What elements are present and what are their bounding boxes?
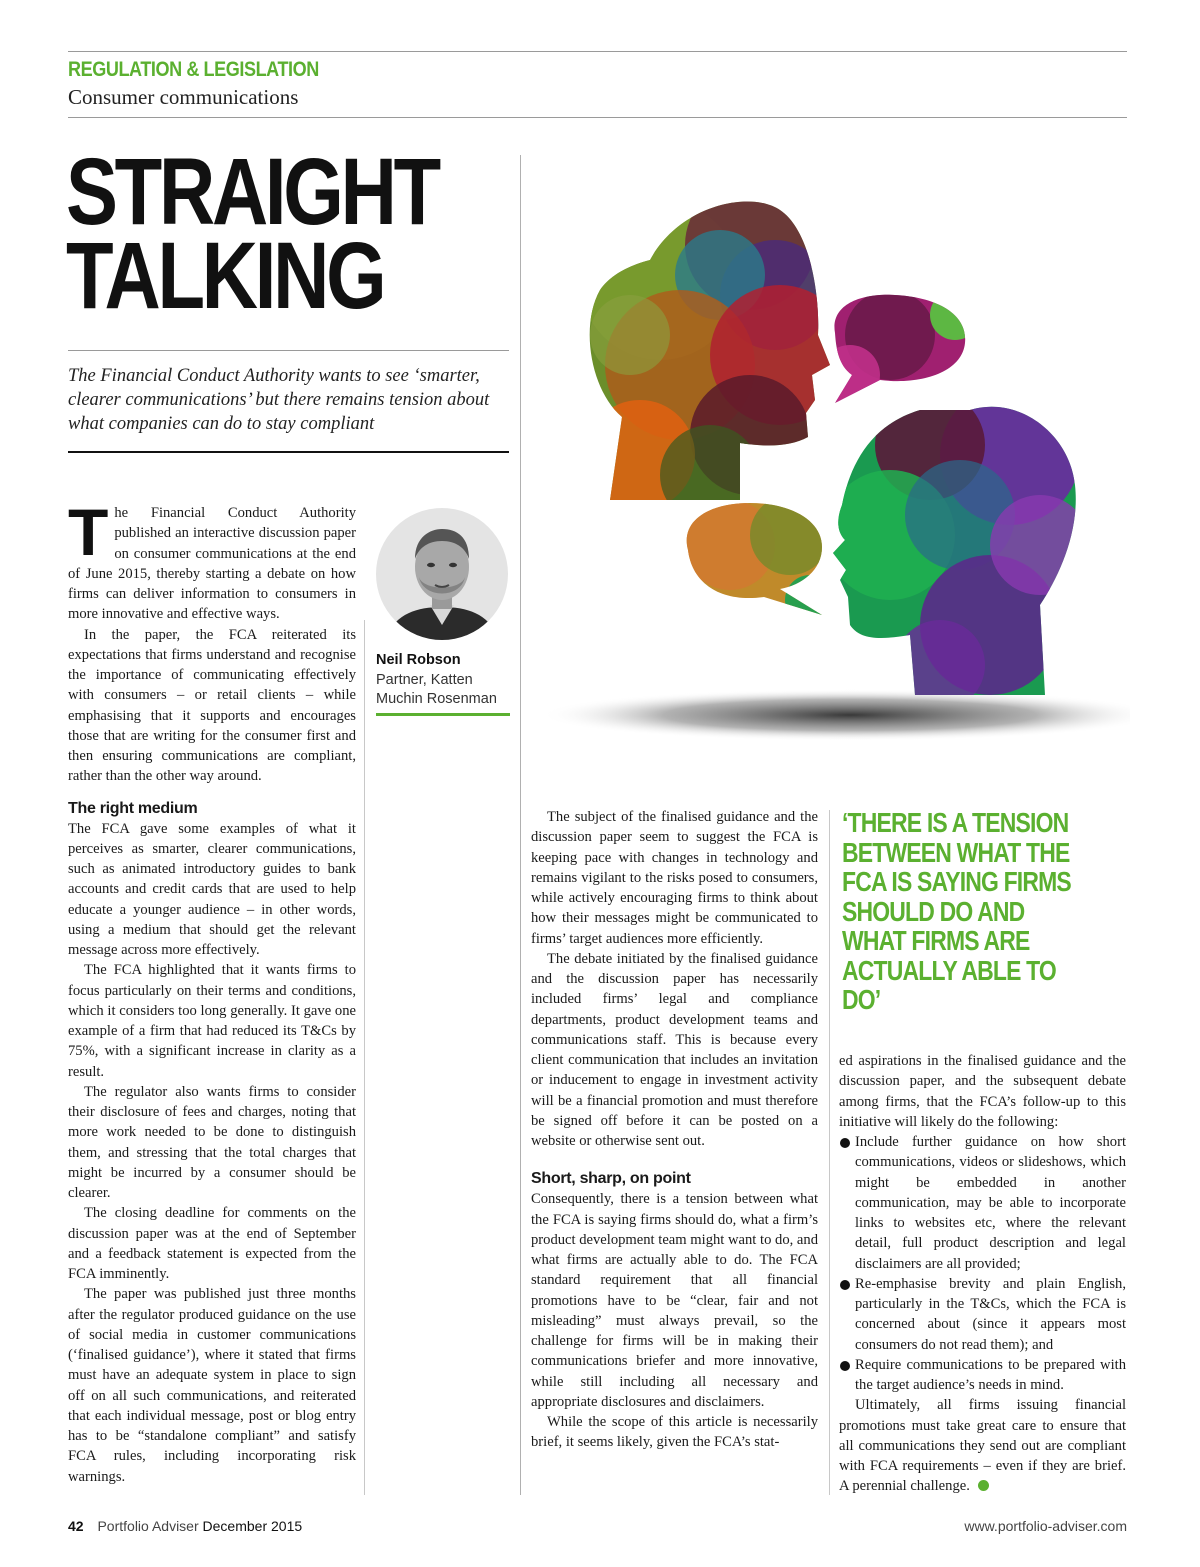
headline	[66, 139, 438, 329]
bullet-list	[839, 1132, 1126, 1395]
article-column-3	[839, 1051, 1126, 1497]
website-link[interactable]: www.portfolio-adviser.com	[964, 1518, 1127, 1534]
subsection-label: Consumer communications	[68, 85, 299, 109]
article-column-2	[531, 807, 818, 1453]
article-paragraph: In the paper, the FCA reiterated its expectations that firms understand and recognise the importance of communicating effectively with consumers – or retail clients – while emphasising that it supports and encourages those that are writing for the consumer first and then ensuring communications are compliant, rather than the other way around.	[68, 626, 356, 785]
headline-line-1: STRAIGHT	[66, 139, 438, 245]
author-name: Neil Robson	[376, 652, 461, 668]
talking-heads-illustration	[540, 185, 1130, 745]
drop-cap: T	[68, 495, 109, 569]
top-rule	[68, 51, 1127, 52]
standfirst-bottom-rule	[68, 451, 509, 453]
subheading: The right medium	[68, 799, 198, 817]
article-paragraph: While the scope of this article is necessarily brief, it seems likely, given the FCA’s stat-	[531, 1414, 818, 1451]
standfirst: The Financial Conduct Authority wants to see ‘smarter, clearer communications’ but there remains tension about what companies can do to stay compliant	[68, 366, 490, 434]
author-accent-bar	[376, 713, 510, 716]
page-footer-left	[68, 1518, 302, 1534]
author-role: Partner, Katten Muchin Rosenman	[376, 672, 497, 707]
article-paragraph: The debate initiated by the finalised guidance and the discussion paper has necessarily included firms’ legal and compliance departments, product development teams and communications staff. This is because every client communication that includes an invitation or inducement to engage in investment activity will be a financial promotion and must therefore be signed off before it can be posted on a website or otherwise sent out.	[531, 950, 818, 1149]
article-paragraph: The paper was published just three months after the regulator produced guidance on the use of social media in customer communications (‘finalised guidance’), where it stated that firms must have an adequate system in place to sign off on all such communications, and reiterated that each individual message, post or blog entry has to be “standalone compliant” and satisfy FCA rules, including incorporating risk warnings.	[68, 1286, 356, 1485]
list-item: Re-emphasise brevity and plain English, particularly in the T&Cs, which the FCA is concerned about (since it appears most consumers do not read them); and	[839, 1274, 1126, 1355]
subheading: Short, sharp, on point	[531, 1170, 691, 1188]
paragraph-text: he Financial Conduct Authority published an interactive discussion paper on consumer communications at the end of June 2015, thereby starting a debate on how firms can deliver information to consumers in more innovative and effective ways.	[68, 505, 356, 623]
article-paragraph	[68, 495, 356, 625]
article-paragraph: The closing deadline for comments on the discussion paper was at the end of September and a feedback statement is expected from the FCA imminently.	[68, 1205, 356, 1282]
publication-name: Portfolio Adviser	[97, 1518, 199, 1534]
article-paragraph: ed aspirations in the finalised guidance and the discussion paper, and the subsequent debate among firms, that the FCA’s follow-up to this initiative will likely do the following:	[839, 1053, 1126, 1130]
list-item: Include further guidance on how short communications, videos or slideshows, which might be embedded in another communication, may be able to incorporate links to websites etc, where the relevant detail, full product description and legal disclaimers are all provided;	[839, 1132, 1126, 1274]
standfirst-top-rule	[68, 350, 509, 351]
article-paragraph: The FCA highlighted that it wants firms to focus particularly on their terms and conditions, which it considers too long generally. It gave one example of a firm that had reduced its T&Cs by 75%, with a significant increase in clarity as a result.	[68, 962, 356, 1080]
article-paragraph: The regulator also wants firms to consider their disclosure of fees and charges, noting that more work needed to be done to distinguish them, and stressing that the total charges that might be incurred by a consumer should be clearer.	[68, 1083, 356, 1201]
section-label: REGULATION & LEGISLATION	[68, 58, 319, 81]
column-divider-center	[520, 155, 521, 1495]
headline-line-2: TALKING	[66, 223, 384, 329]
column-divider-right	[829, 810, 830, 1495]
list-item: Require communications to be prepared with the target audience’s needs in mind.	[839, 1355, 1126, 1396]
issue-date: December 2015	[202, 1518, 303, 1534]
article-paragraph: Consequently, there is a tension between what the FCA is saying firms should do, what a firm’s product development team might want to do, and what firms are actually able to do. The FCA standard requirement that all financial promotions have to be “clear, fair and not misleading” must always prevail, so the challenge for firms will be in making their communications briefer and more innovative, while still including all necessary and appropriate disclosures and disclaimers.	[531, 1191, 818, 1410]
article-paragraph: The subject of the finalised guidance and the discussion paper seem to suggest the FCA is keeping pace with changes in technology and remains vigilant to the risks posed to consumers, while actively encouraging firms to think about how their messages might be communicated to firms’ target audiences more efficiently.	[531, 809, 818, 947]
article-paragraph: The FCA gave some examples of what it perceives as smarter, clearer communications, such as animated introductory guides to bank accounts and credit cards that are used to help educate a younger audience – in other words, using a medium that should get the relevant message across more effectively.	[68, 820, 356, 958]
page-number: 42	[68, 1518, 84, 1534]
end-mark-icon	[978, 1480, 989, 1491]
article-paragraph	[839, 1395, 1126, 1496]
author-photo	[375, 507, 509, 641]
header-rule	[68, 117, 1127, 118]
pull-quote: ‘THERE IS A TENSION BETWEEN WHAT THE FCA IS SAYING FIRMS SHOULD DO AND WHAT FIRMS ARE ACTUALLY ABLE TO DO’	[842, 807, 1071, 1015]
paragraph-text: Ultimately, all firms issuing financial promotions must take great care to ensure that all communications they send out are compliant with FCA requirements – even if they are brief. A perennial challenge.	[839, 1397, 1126, 1495]
column-divider-left	[364, 620, 365, 1495]
article-column-1	[68, 495, 356, 1487]
